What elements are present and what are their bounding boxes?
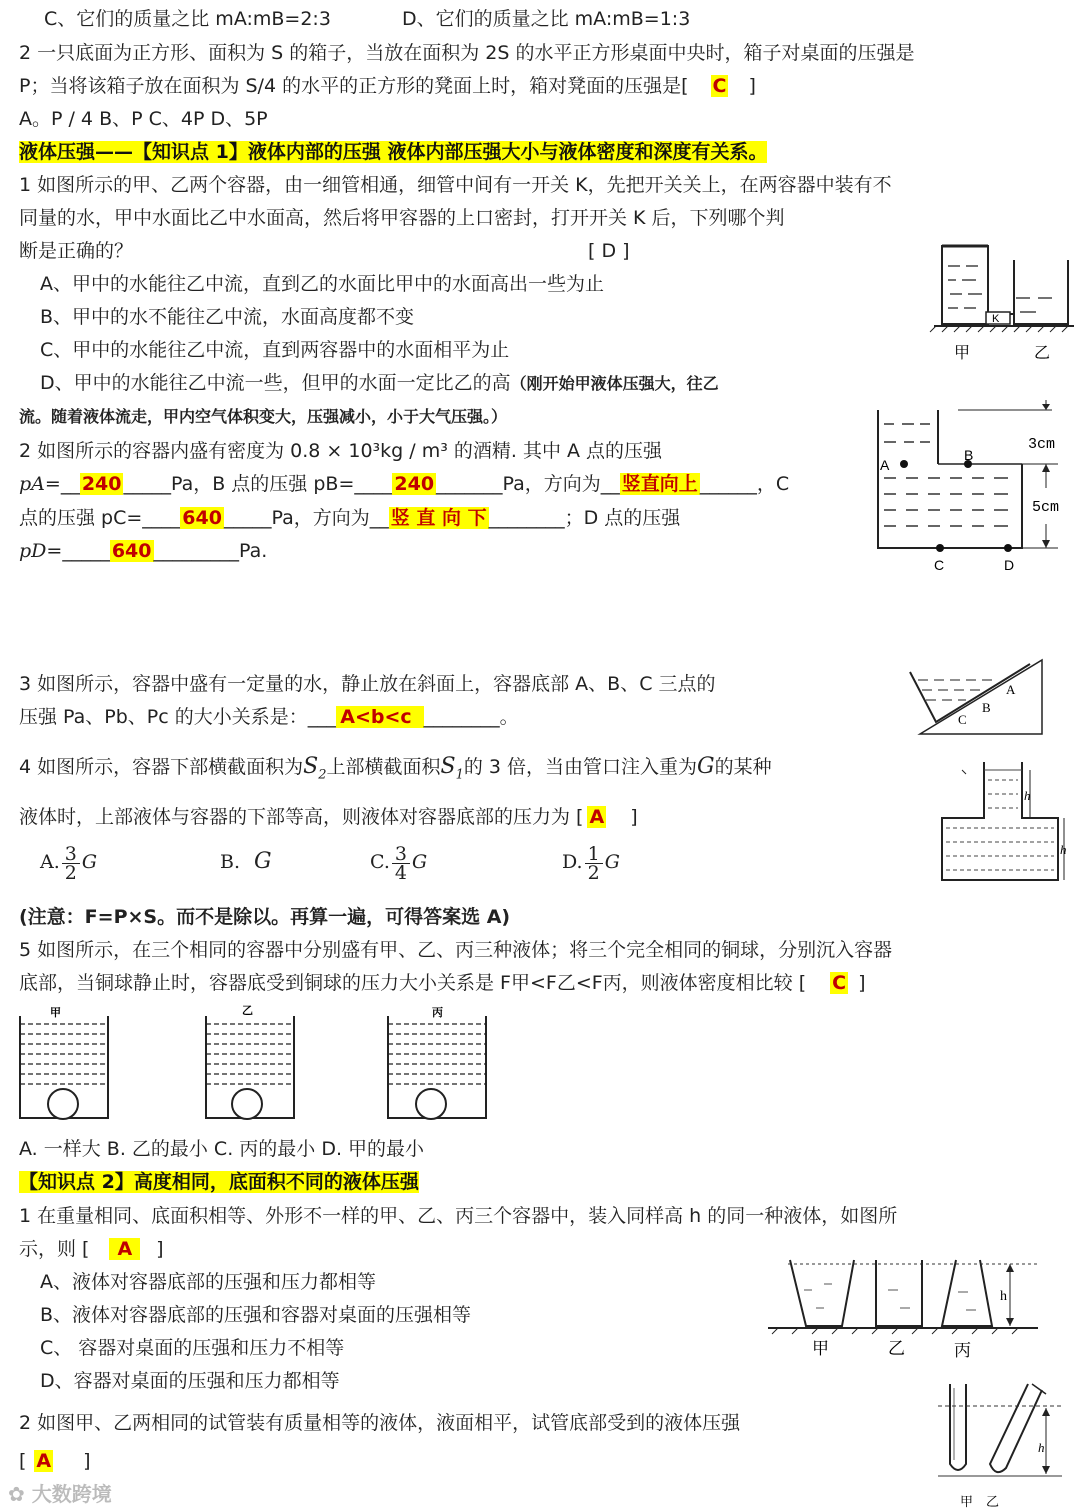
k2q1-fig-bing: 丙 — [954, 1341, 971, 1361]
k2q2-figure — [938, 1380, 1068, 1510]
k2q1-option-d: D、容器对桌面的压强和压力都相等 — [40, 1370, 340, 1392]
q1-note: 流。随着液体流走，甲内空气体积变大，压强减小，小于大气压强。） — [19, 407, 508, 426]
box-answer: C — [712, 75, 727, 97]
k2q1-option-a: A、液体对容器底部的压强和压力都相等 — [40, 1271, 376, 1293]
q2-pa-answer: 240 — [81, 473, 122, 495]
q1-answer: [ D ] — [588, 240, 630, 262]
k2q1-fig-h: h — [1000, 1289, 1007, 1304]
q3-answer: A<b<c — [336, 706, 423, 728]
q5-fig-jia: 甲 — [50, 1006, 61, 1019]
k2q1-answer: A — [109, 1238, 140, 1260]
q2-fig-b: B — [964, 447, 974, 463]
q1-fig-k: K — [992, 313, 1000, 325]
q1-option-c: C、甲中的水能往乙中流，直到两容器中的水面相平为止 — [40, 339, 510, 361]
q2-line2: pA=__ 240 _____Pa，B 点的压强 pB=____ 240 _______Pa，方向为__ 竖直向上 ______，C — [19, 473, 790, 495]
q4-note: (注意：F=P×S。而不是除以。再算一遍，可得答案选 A) — [19, 906, 511, 928]
q3-line1: 3 如图所示，容器中盛有一定量的水，静止放在斜面上，容器底部 A、B、C 三点的 — [19, 673, 716, 695]
q1-line2: 同量的水，甲中水面比乙中水面高，然后将甲容器的上口密封，打开开关 K 后，下列哪个判 — [19, 207, 785, 229]
q3-fig-c: C — [958, 712, 967, 727]
q4-option-c: C. $\frac{3}{4}$ G — [370, 842, 428, 884]
k2q1-line1: 1 在重量相同、底面积相等、外形不一样的甲、乙、丙三个容器中，装入同样高 h 的同一种液体，如图所 — [19, 1205, 898, 1227]
k2q1-option-c: C、 容器对桌面的压强和压力不相等 — [40, 1337, 345, 1359]
box-options: A。P / 4 B、P C、4P D、5P — [19, 108, 268, 130]
k2q1-line2: 示，则 [ A ] — [19, 1238, 164, 1260]
q3-fig-a: A — [1006, 682, 1016, 697]
q1-figure — [926, 240, 1076, 365]
q1-option-a: A、甲中的水能往乙中流，直到乙的水面比甲中的水面高出一些为止 — [40, 273, 604, 295]
top-option-c: C、它们的质量之比 mA:mB=2:3 — [44, 8, 331, 30]
top-option-d: D、它们的质量之比 mA:mB=1:3 — [402, 8, 691, 30]
q3-figure — [906, 656, 1046, 738]
q4-option-d: D. $\frac{1}{2}$ G — [562, 842, 620, 884]
k2q1-figure — [768, 1250, 1058, 1368]
q1-option-b: B、甲中的水不能往乙中流，水面高度都不变 — [40, 306, 415, 328]
k2q2-fig-yi: 乙 — [986, 1495, 1000, 1510]
q2-dir1-answer: 竖直向上 — [621, 473, 698, 495]
k2q1-fig-jia: 甲 — [812, 1339, 829, 1359]
k2q1-fig-yi: 乙 — [888, 1339, 905, 1359]
q5-options: A. 一样大 B. 乙的最小 C. 丙的最小 D. 甲的最小 — [19, 1138, 425, 1160]
q1-fig-label-jia: 甲 — [954, 343, 971, 362]
q1-line3: 断是正确的？ — [19, 240, 134, 262]
q2-dir2-answer: 竖 直 向 下 — [390, 507, 487, 529]
q5-line1: 5 如图所示，在三个相同的容器中分别盛有甲、乙、丙三种液体；将三个完全相同的铜球，分别沉入容器 — [19, 939, 893, 961]
q2-fig-d: D — [1004, 557, 1015, 573]
q3-line2: 压强 Pa、Pb、Pc 的大小关系是：___ A<b<c ________。 — [19, 706, 519, 728]
box-question-line1: 2 一只底面为正方形、面积为 S 的箱子，当放在面积为 2S 的水平正方形桌面中央时，箱子对桌面的压强是 — [19, 42, 915, 64]
q5-container-jia — [20, 1006, 108, 1119]
k2q1-option-b: B、液体对容器底部的压强和容器对桌面的压强相等 — [40, 1304, 472, 1326]
q1-fig-label-yi: 乙 — [1034, 343, 1051, 362]
q5-line2: 底部，当铜球静止时，容器底受到铜球的压力大小关系是 F甲<F乙<F丙，则液体密度相比较 [ C ] — [19, 972, 866, 994]
k2q2-fig-h: h — [1038, 1440, 1045, 1455]
q2-pb-answer: 240 — [394, 473, 435, 495]
watermark: ✿ 大数跨境 — [8, 1482, 112, 1506]
q2-line4: pD=_____ 640 _________Pa. — [19, 540, 268, 562]
section-heading-1: 液体压强——【知识点 1】液体内部的压强 液体内部压强大小与液体密度和深度有关系。 — [19, 141, 768, 163]
q4-figure — [934, 756, 1076, 888]
k2q2-fig-jia: 甲 — [960, 1495, 974, 1510]
q2-figure — [872, 398, 1078, 578]
q4-line1: 4 如图所示，容器下部横截面积为$S_2$上部横截面积$S_1$的 3 倍，当由管口注入重为G的某种 — [19, 754, 772, 783]
q2-fig-c: C — [934, 557, 945, 573]
q2-pd-answer: 640 — [111, 540, 152, 562]
q5-container-bing — [388, 1005, 486, 1119]
q4-option-a: A. $\frac{3}{2}$ G — [40, 842, 98, 884]
q2-fig-h1: 3cm — [1028, 436, 1056, 453]
k2q2-line2: [ A ] — [19, 1450, 91, 1472]
q5-figure — [14, 1004, 514, 1122]
q2-line1: 2 如图所示的容器内盛有密度为 0.8 × 10³kg / m³ 的酒精. 其中 A 点的压强 — [19, 440, 663, 462]
q2-fig-a: A — [880, 457, 890, 473]
q2-fig-h2: 5cm — [1032, 499, 1060, 516]
q1-option-d: D、甲中的水能往乙中流一些，但甲的水面一定比乙的高（刚开始甲液体压强大，往乙 — [40, 372, 719, 394]
q3-fig-b: B — [982, 700, 991, 715]
q2-pc-answer: 640 — [182, 507, 222, 529]
q5-fig-yi: 乙 — [242, 1004, 253, 1017]
q1-line1: 1 如图所示的甲、乙两个容器，由一细管相通，细管中间有一开关 K，先把开关关上，在两容器中装有不 — [19, 174, 892, 196]
k2q2-answer: A — [36, 1450, 52, 1472]
q5-container-yi — [206, 1004, 294, 1119]
q4-option-b: B. G — [220, 849, 272, 874]
section-heading-2: 【知识点 2】高度相同，底面积不同的液体压强 — [19, 1171, 419, 1193]
q4-fig-h-bottom: h — [1060, 842, 1067, 857]
q4-line2: 液体时，上部液体与容器的下部等高，则液体对容器底部的压力为 [ A ] — [19, 806, 638, 828]
box-question-line2: P；当将该箱子放在面积为 S/4 的水平的正方形的凳面上时，箱对凳面的压强是[ C ] — [19, 75, 756, 97]
q2-line3: 点的压强 pC=____ 640 _____Pa，方向为__ 竖 直 向 下 ________；D 点的压强 — [19, 507, 681, 529]
k2q2-line1: 2 如图甲、乙两相同的试管装有质量相等的液体，液面相平，试管底部受到的液体压强 — [19, 1412, 741, 1434]
q4-answer: A — [589, 806, 605, 828]
q5-fig-bing: 丙 — [432, 1006, 443, 1019]
q4-fig-h-top: h — [1024, 788, 1031, 803]
q5-answer: C — [832, 972, 847, 994]
